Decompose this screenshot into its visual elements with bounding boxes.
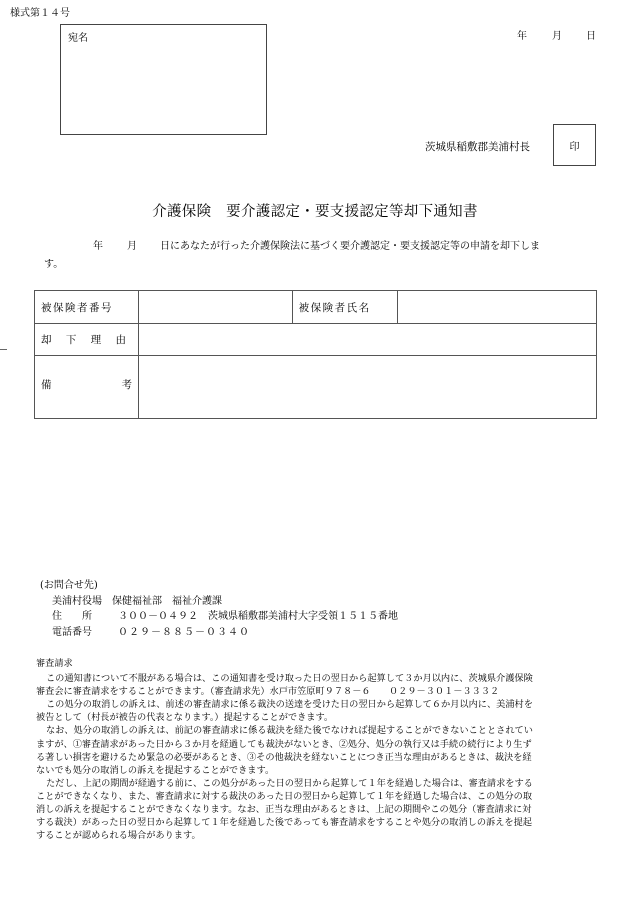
body-text-line-1: 日にあなたが行った介護保険法に基づく要介護認定・要支援認定等の申請を却下しま xyxy=(160,241,540,252)
margin-mark xyxy=(0,349,7,350)
seal-box xyxy=(553,124,596,166)
contact-address-row xyxy=(40,609,398,625)
appeal-text-line: なお、処分の取消しの訴えは、前記の審査請求に係る裁決を経た後でなければ提起することができないこととされてい xyxy=(46,725,533,737)
appeal-heading: 審査請求 xyxy=(36,658,73,669)
date-year-label: 年 xyxy=(517,31,527,42)
appeal-text-line: ますが、①審査請求があった日から３か月を経過しても裁決がないとき、②処分、処分の執行又は手続の続行により生ず xyxy=(36,738,532,750)
contact-address-value: ３００－０４９２ 茨城県稲敷郡美浦村大字受領１５１５番地 xyxy=(118,611,398,622)
remarks-label-char-2: 考 xyxy=(121,378,132,391)
remarks-field xyxy=(138,356,596,419)
appeal-text-line: この通知書について不服がある場合は、この通知書を受け取った日の翌日から起算して３か月以内に、茨城県介護保険 xyxy=(46,673,533,685)
insured-number-label: 被保険者番号 xyxy=(35,291,139,324)
form-number: 様式第１４号 xyxy=(10,8,70,19)
appeal-text-line: この処分の取消しの訴えは、前述の審査請求に係る裁決の送達を受けた日の翌日から起算して６か月以内に、美浦村を xyxy=(46,699,533,711)
rejection-reason-field xyxy=(138,324,596,356)
contact-phone-label: 電話番号 xyxy=(52,626,92,638)
appeal-text-line: する裁決）があった日の翌日から起算して１年を経過した後であっても審査請求をすることや処分の取消しの訴えを提起 xyxy=(36,817,532,829)
body-month-label: 月 xyxy=(127,241,137,252)
contact-phone-value: ０２９－８８５－０３４０ xyxy=(118,626,250,638)
remarks-label-char-1: 備 xyxy=(41,378,52,391)
contact-address-label: 住 所 xyxy=(52,611,92,622)
rejection-reason-label-text: 却 下 理 由 xyxy=(41,334,132,346)
table-row xyxy=(35,324,597,356)
appeal-text-line: ないでも処分の取消しの訴えを提起することができます。 xyxy=(36,764,275,776)
table-row xyxy=(35,291,597,324)
date-month-label: 月 xyxy=(552,31,562,42)
issuer-name: 茨城県稲敷郡美浦村長 xyxy=(425,141,530,153)
insured-name-label: 被保険者氏名 xyxy=(292,291,398,324)
contact-phone-row xyxy=(40,625,398,641)
appeal-text-line: ことができなくなり、また、審査請求に対する裁決のあった日の翌日から起算して１年を経過した場合は、この処分の取 xyxy=(36,790,533,802)
seal-label: 印 xyxy=(569,141,580,153)
contact-block xyxy=(40,578,398,640)
appeal-text-line: 審査会に審査請求をすることができます。（審査請求先）水戸市笠原町９７８－６ ０２９－３０１－３３３２ xyxy=(36,686,500,698)
date-day-label: 日 xyxy=(586,31,596,42)
document-title: 介護保険 要介護認定・要支援認定等却下通知書 xyxy=(152,204,478,220)
appeal-text-line: 被告として（村長が被告の代表となります。）提起することができます。 xyxy=(36,712,334,724)
info-table xyxy=(34,290,597,419)
appeal-text-line: ただし、上記の期間が経過する前に、この処分があった日の翌日から起算して１年を経過した場合は、審査請求をする xyxy=(46,777,533,789)
body-text-line-2: す。 xyxy=(44,259,64,270)
remarks-label xyxy=(35,356,139,419)
addressee-box xyxy=(60,24,267,135)
insured-name-field xyxy=(398,291,597,324)
insured-number-field xyxy=(138,291,292,324)
appeal-text-line: る著しい損害を避けるため緊急の必要があるとき、③その他裁決を経ないことにつき正当な理由があるときは、裁決を経 xyxy=(36,751,532,763)
contact-office: 美浦村役場 保健福祉部 福祉介護課 xyxy=(52,595,222,607)
appeal-text-line: することが認められる場合があります。 xyxy=(36,830,201,842)
addressee-label: 宛名 xyxy=(68,33,88,44)
rejection-reason-label xyxy=(35,324,139,356)
contact-header: (お問合せ先) xyxy=(40,580,98,591)
appeal-text-line: 消しの訴えを提起することができなくなります。なお、正当な理由があるときは、上記の期間やこの処分（審査請求に対 xyxy=(36,804,532,816)
appeal-section xyxy=(36,657,601,842)
body-year-label: 年 xyxy=(93,241,103,252)
table-row xyxy=(35,356,597,419)
